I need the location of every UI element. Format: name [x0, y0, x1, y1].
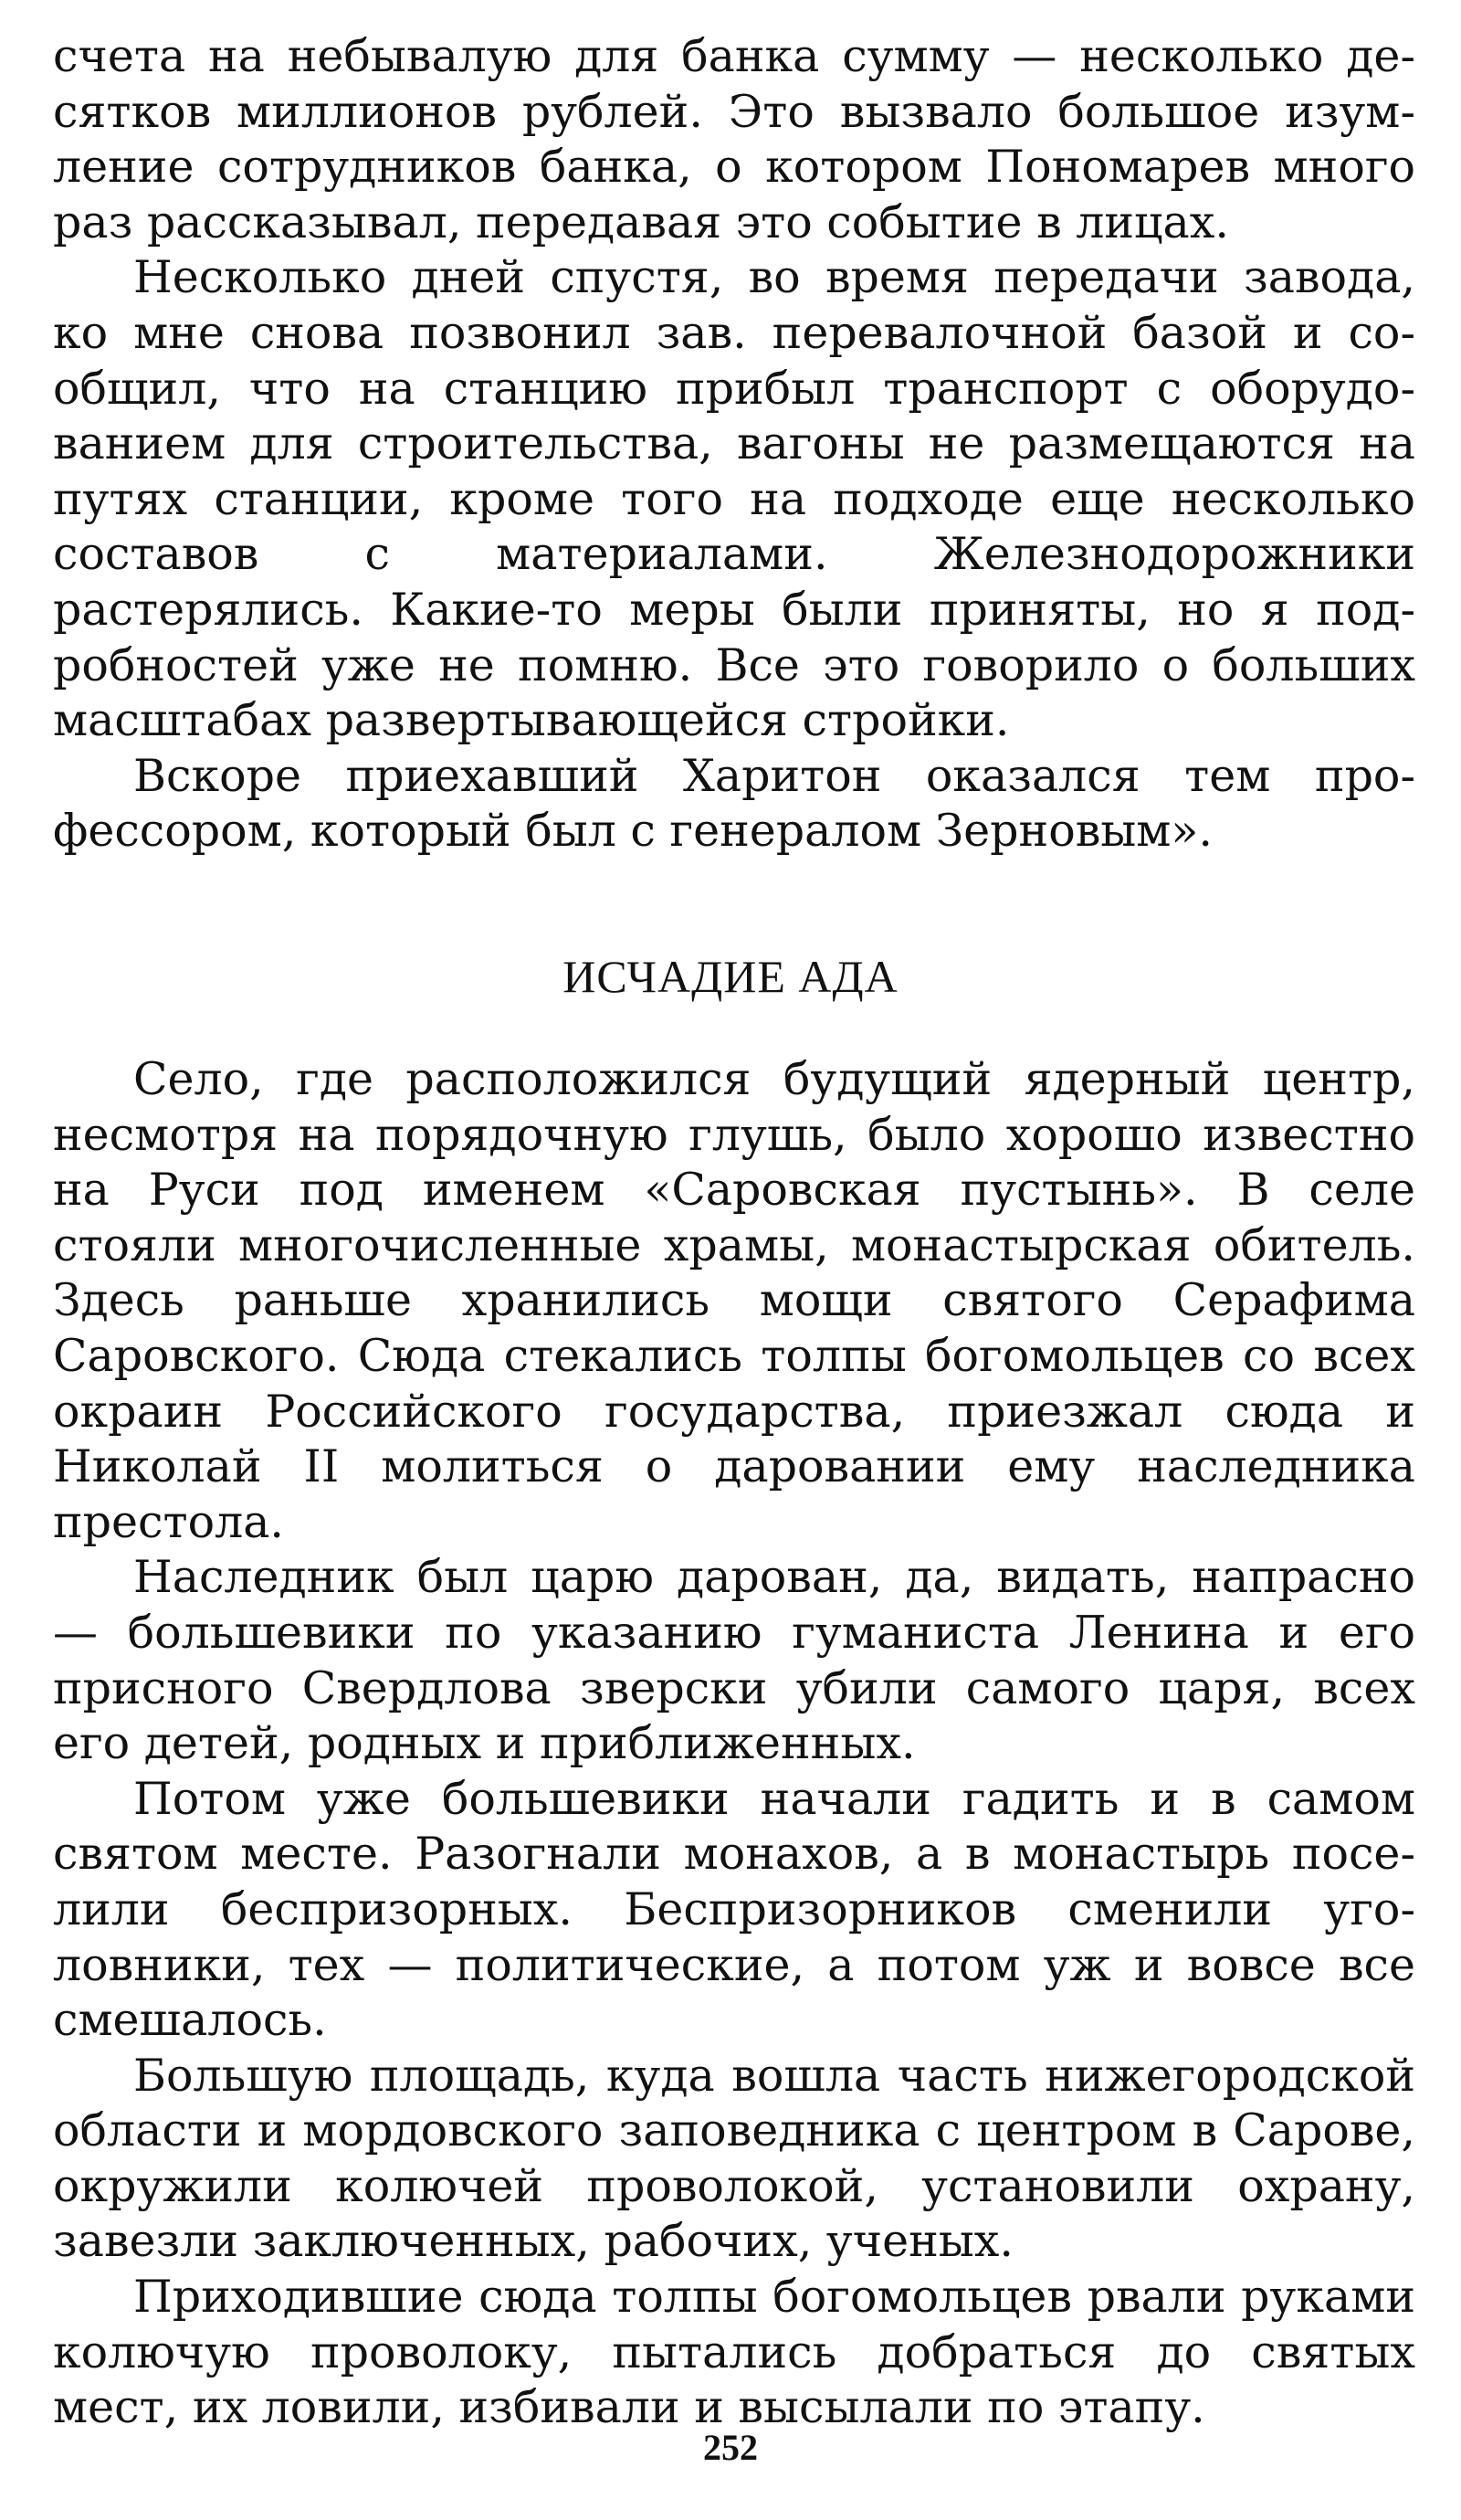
paragraph: Наследник был царю дарован, да, видать, напрасно — большевики по указанию гуманиста Ленина и его присного Свердлова зверски убили самого царя, всех его детей, родных и приближенных.	[53, 1551, 1415, 1770]
paragraph: Несколько дней спустя, во время передачи завода, ко мне снова позвонил зав. перевалочной базой и сообщил, что на станцию прибыл транспорт с оборудованием для строительства, вагоны не размещаются на путях станции, кроме того на подходе еще несколько составов с материалами. Железнодорожники растерялись. Какие-то меры были приняты, но я подробностей уже не помню. Все это говорило о больших масштабах развертывающейся стройки.	[53, 251, 1415, 747]
page-number: 252	[703, 2427, 758, 2468]
section-title: ИСЧАДИЕ АДА	[562, 951, 899, 1002]
paragraph: Село, где расположился будущий ядерный центр, несмотря на порядочную глушь, было хорошо известно на Руси под именем «Саровская пустынь». В селе стояли многочисленные храмы, монастырская обитель. Здесь раньше хранились мощи святого Серафима Саровского. Сюда стекались толпы богомольцев со всех окраин Российского государства, приезжал сюда и Николай II молиться о даровании ему наследника престола.	[53, 1053, 1415, 1548]
paragraph-continuation: счета на небывалую для банка сумму — несколько десятков миллионов рублей. Это вызвало большое изумление сотрудников банка, о котором Пономарев много раз рассказывал, передавая это событие в лицах.	[53, 30, 1415, 248]
paragraph: Потом уже большевики начали гадить и в самом святом месте. Разогнали монахов, а в монастырь поселили беспризорных. Беспризорников сменили уголовники, тех — политические, а потом уж и вовсе все смешалось.	[53, 1772, 1415, 2047]
top-text-block	[53, 29, 1415, 859]
paragraph: Приходившие сюда толпы богомольцев рвали руками колючую проволоку, пытались добраться до святых мест, их ловили, избивали и высылали по этапу.	[53, 2271, 1415, 2434]
section-text-block	[53, 1052, 1415, 2436]
paragraph: Вскоре приехавший Харитон оказался тем профессором, который был с генералом Зерновым».	[53, 749, 1415, 858]
paragraph: Большую площадь, куда вошла часть нижегородской области и мордовского заповедника с центром в Сарове, окружили колючей проволокой, установили охрану, завезли заключенных, рабочих, ученых.	[53, 2049, 1415, 2268]
